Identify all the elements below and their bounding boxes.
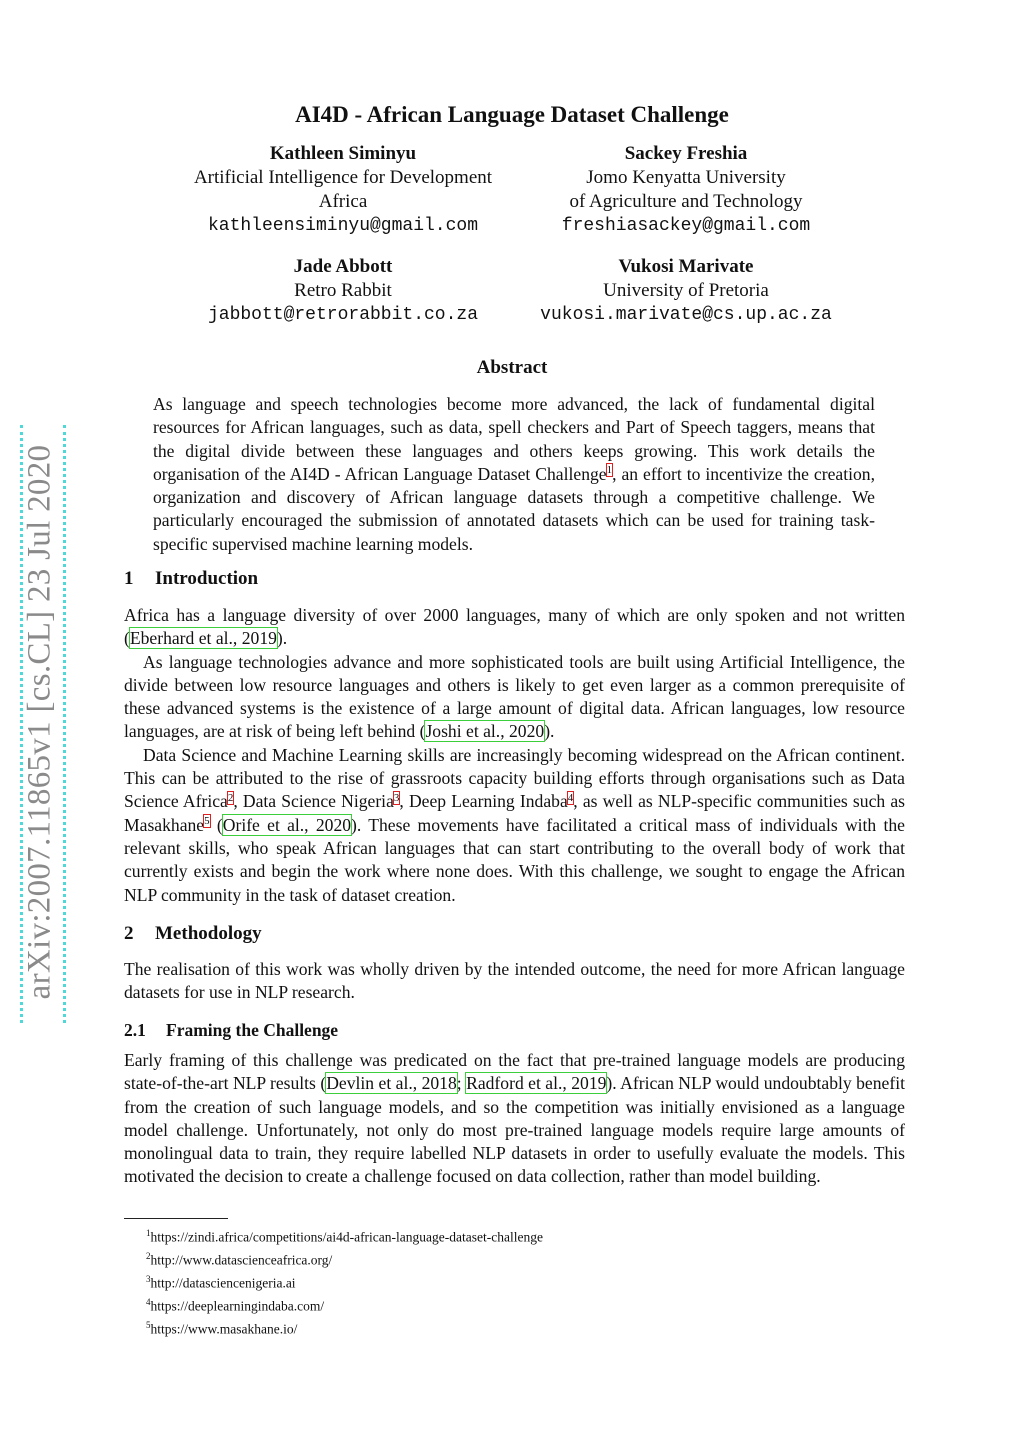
introduction-body <box>124 604 905 907</box>
author-name: Kathleen Siminyu <box>269 143 417 164</box>
framing-body <box>124 1049 905 1189</box>
subsection-heading-framing: 2.1 Framing the Challenge <box>124 1020 339 1040</box>
author-name: Sackey Freshia <box>624 143 748 164</box>
footnote-url[interactable]: http://datasciencenigeria.ai <box>150 1275 296 1291</box>
footnote-link[interactable]: 2 <box>227 791 234 804</box>
paragraph: As language technologies advance and more sophisticated tools are built using Artificial Intelligence, the divide between low resource languages and others is likely to get even larger as a common prerequisite of these advanced systems is the existence of a large amount of digital data. African languages, low resource languages, are at risk of being left behind (Joshi et al., 2020). <box>124 651 905 742</box>
footnote-divider <box>124 1218 228 1219</box>
arxiv-stamp[interactable]: arXiv:2007.11865v1 [cs.CL] 23 Jul 2020 <box>21 444 58 1000</box>
author-affiliation: Africa <box>318 191 368 212</box>
footnote: $^2$http://www.datascienceafrica.org/ <box>146 1251 333 1268</box>
footnote-url[interactable]: https://zindi.africa/competitions/ai4d-african-language-dataset-challenge <box>150 1229 543 1245</box>
footnote-url[interactable]: https://www.masakhane.io/ <box>150 1321 298 1337</box>
author-name: Vukosi Marivate <box>618 256 754 277</box>
footnote-url[interactable]: http://www.datascienceafrica.org/ <box>150 1252 333 1268</box>
author-block-3 <box>163 255 523 327</box>
footnote: $^4$https://deeplearningindaba.com/ <box>146 1297 325 1314</box>
citation-link[interactable]: Radford et al., 2019 <box>466 1073 607 1094</box>
author-affiliation: Retro Rabbit <box>294 280 392 301</box>
paper-title: AI4D - African Language Dataset Challenge <box>295 102 729 127</box>
author-name: Jade Abbott <box>293 256 393 277</box>
methodology-body <box>124 958 905 1005</box>
author-block-4 <box>506 255 866 327</box>
citation-link[interactable]: Eberhard et al., 2019 <box>129 628 277 649</box>
footnote-link[interactable]: 4 <box>567 791 574 804</box>
paragraph: Africa has a language diversity of over 2000 languages, many of which are only spoken and not written (Eberhard et al., 2019). <box>124 605 905 649</box>
author-block-2 <box>506 142 866 238</box>
section-heading-introduction: 1 Introduction <box>124 568 259 589</box>
author-email[interactable]: kathleensiminyu@gmail.com <box>207 216 479 236</box>
citation-link[interactable]: Devlin et al., 2018 <box>326 1073 457 1094</box>
author-email[interactable]: jabbott@retrorabbit.co.za <box>207 305 479 325</box>
citation-link[interactable]: Orife et al., 2020 <box>222 814 352 835</box>
footnote: $^5$https://www.masakhane.io/ <box>146 1320 298 1337</box>
author-affiliation: University of Pretoria <box>603 280 769 301</box>
footnote-link[interactable]: 1 <box>606 464 613 477</box>
author-affiliation: Jomo Kenyatta University <box>586 167 786 188</box>
footnote-link[interactable]: 3 <box>393 791 400 804</box>
footnote-url[interactable]: https://deeplearningindaba.com/ <box>150 1298 325 1314</box>
footnote-link[interactable]: 5 <box>204 814 210 827</box>
abstract-heading: Abstract <box>476 357 548 378</box>
author-email[interactable]: vukosi.marivate@cs.up.ac.za <box>540 305 832 325</box>
footnote: $^3$http://datasciencenigeria.ai <box>146 1274 296 1291</box>
author-affiliation: of Agriculture and Technology <box>569 191 803 212</box>
citation-link[interactable]: Joshi et al., 2020 <box>425 721 545 742</box>
footnotes <box>146 1224 543 1339</box>
author-email[interactable]: freshiasackey@gmail.com <box>561 216 811 236</box>
author-affiliation: Artificial Intelligence for Development <box>193 167 493 188</box>
paragraph: Early framing of this challenge was predicated on the fact that pre-trained language models are producing state-of-the-art NLP results (Devlin et al., 2018; Radford et al., 2019). African NLP would undoubtably benefit from the creation of such language models, and so the competition was initially envisioned as a language model challenge. Unfortunately, not only do most pre-trained language models require large amounts of monolingual data to train, they require labelled NLP datasets in order to usefully evaluate the models. This motivated the decision to create a challenge focused on data collection, rather than model building. <box>124 1050 905 1187</box>
author-block-1 <box>163 142 523 238</box>
paragraph: Data Science and Machine Learning skills are increasingly becoming widespread on the African continent. This can be attributed to the rise of grassroots capacity building efforts through organisations such as Data Science Africa$^2$, Data Science Nigeria$^3$, Deep Learning Indaba$^4$, as well as NLP-specific communities such as Masakhane$^5$ (Orife et al., 2020). These movements have facilitated a critical mass of individuals with the relevant skills, who speak African languages that can start contributing to the overall body of work that currently exists and begin the work where none does. With this challenge, we sought to engage the African NLP community in the task of dataset creation. <box>124 744 905 905</box>
footnote: $^1$https://zindi.africa/competitions/ai4d-african-language-dataset-challenge <box>146 1228 543 1245</box>
section-heading-methodology: 2 Methodology <box>124 923 262 944</box>
abstract-text: As language and speech technologies become more advanced, the lack of fundamental digital resources for African languages, such as data, spell checkers and Part of Speech taggers, means that the digital divide between these languages and others keeps growing. This work details the organisation of the AI4D - African Language Dataset Challenge$^1$, an effort to incentivize the creation, organization and discovery of African language datasets through a competitive challenge. We particularly encouraged the submission of annotated datasets which can be used for training task-specific supervised machine learning models. <box>153 394 875 554</box>
paragraph: The realisation of this work was wholly driven by the intended outcome, the need for more African language datasets for use in NLP research. <box>124 959 905 1003</box>
